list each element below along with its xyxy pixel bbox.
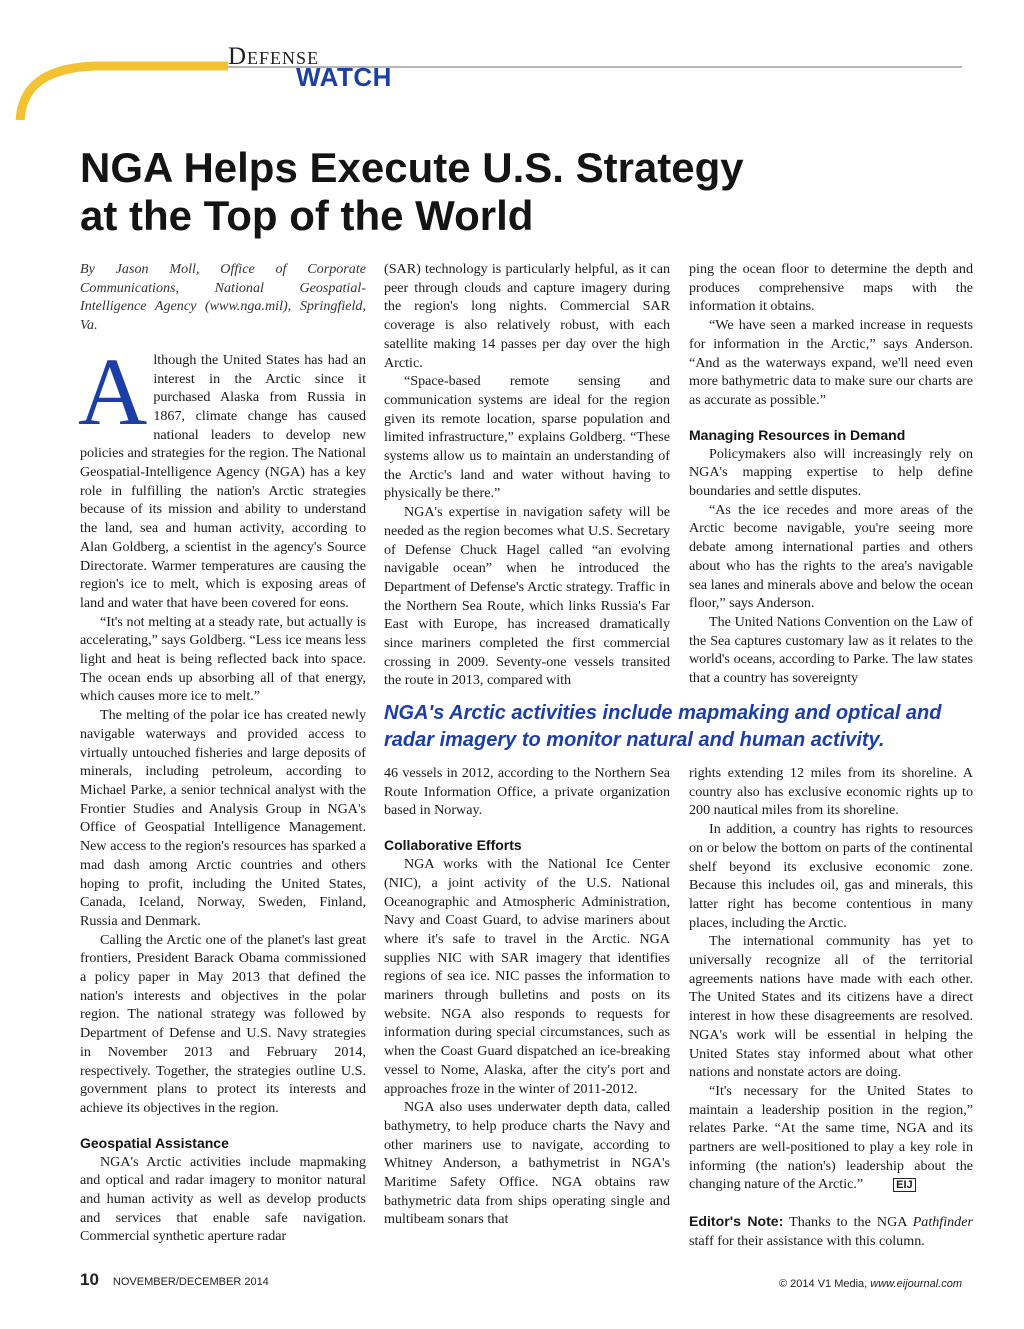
footer-right (779, 1278, 962, 1290)
issue-date: NOVEMBER/DECEMBER 2014 (112, 1276, 269, 1288)
footer-left (80, 1270, 269, 1290)
editors-note (689, 1212, 973, 1250)
paragraph: NGA's expertise in navigation safety will be needed as the region becomes what U.S. Secretary of Defense Chuck Hagel called “an evolving navigable ocean” when he introduced the Department of Defense's Arctic strategy. Traffic in the Northern Sea Route, which links Russia's Far East with Europe, has increased dramatically since mariners completed the first commercial crossing in 2009. Seventy-one vessels transited the route in 2013, compared with (384, 504, 670, 689)
paragraph: “Space-based remote sensing and communication systems are ideal for the region given its remote location, sparse population and limited infrastructure,” explains Goldberg. “These systems allow us to maintain an understanding of the Arctic's land and water without having to physically be there.” (384, 373, 670, 502)
column-3-top (689, 260, 973, 688)
paragraph: NGA also uses underwater depth data, called bathymetry, to help produce charts the Navy and other mariners use to navigate, according to Whitney Anderson, a bathymetrist in NGA's Maritime Safety Office. NGA obtains raw bathymetric data from ships operating single and multibeam sonars that (384, 1099, 670, 1228)
column-2-top (384, 260, 670, 690)
section-header (0, 0, 1024, 120)
editors-note-label: Editor's Note: (689, 1213, 784, 1230)
paragraph: “It's not melting at a steady rate, but actually is accelerating,” says Goldberg. “Less ice means less light and heat is being reflected back into space. The ocean ends up absorbing all of that energy, which causes more ice to melt.” (80, 613, 366, 705)
paragraph: In addition, a country has rights to resources on or below the bottom on parts of the continental shelf beyond its exclusive economic zone. Because this includes oil, gas and minerals, this latter right has become contentious in many places, including the Arctic. (689, 821, 973, 931)
paragraph (78, 337, 366, 613)
section-label-top: Defense (228, 43, 320, 70)
paragraph: The international community has yet to universally recognize all of the territorial agreements nations have made with each other. The United States and its citizens have a direct interest in how these disagreements are resolved. NGA's work will be essential in helping the United States stay informed about what other nations and nonstate actors are doing. (689, 933, 973, 1081)
paragraph: “As the ice recedes and more areas of the Arctic become navigable, you're seeing more debate among international parties and others about who has the rights to the area's navigable sea lanes and minerals above and below the ocean floor,” says Anderson. (689, 501, 973, 612)
pull-quote: NGA's Arctic activities include mapmaking and optical and radar imagery to monitor natural and human activity. (384, 702, 942, 751)
paragraph: (SAR) technology is particularly helpful, as it can peer through clouds and capture imagery during the region's long nights. Commercial SAR coverage is also relatively robust, with each satellite making 14 passes per day over the high Arctic. (384, 261, 670, 371)
paragraph: NGA's Arctic activities include mapmaking and optical and radar imagery to monitor natural and human activity as well as develop products and services that enable safe navigation. Commercial synthetic aperture radar (80, 1153, 366, 1245)
header-swoosh (0, 0, 1024, 120)
subheading: Geospatial Assistance (80, 1134, 229, 1151)
copyright: © 2014 V1 Media, (779, 1278, 871, 1290)
end-mark-icon: EIJ (893, 1178, 916, 1192)
paragraph-text: “It's necessary for the United States to maintain a leadership position in the region,” relates Parke. “At the same time, NGA and its partners are well-positioned to play a key role in informing (the nation's) leadership about the changing nature of the Arctic.” (689, 1082, 973, 1193)
paragraph: The melting of the polar ice has created newly navigable waterways and provided access to virtually untouched fisheries and large deposits of minerals, including petroleum, according to Michael Parke, a senior technical analyst with the Frontier Studies and Analysis Group in NGA's Office of Geospatial Intelligence Management. New access to the region's resources has sparked a mad dash among Arctic countries and others hoping to profit, including the United States, Canada, Iceland, Norway, Sweden, Finland, Russia and Denmark. (80, 707, 366, 929)
subheading: Collaborative Efforts (384, 837, 522, 854)
website-link[interactable]: www.eijournal.com (870, 1278, 962, 1290)
article-title: NGA Helps Execute U.S. Strategy at the Top of the World (80, 144, 744, 239)
paragraph: rights extending 12 miles from its shoreline. A country also has exclusive economic rights up to 200 nautical miles from its shoreline. (689, 765, 973, 819)
column-2-bottom (384, 764, 670, 1229)
column-3-bottom (689, 764, 973, 1251)
page-number: 10 (80, 1270, 99, 1289)
editors-note-publication: Pathfinder (912, 1214, 973, 1231)
paragraph-text: lthough the United States has had an interest in the Arctic since it purchased Alaska from Russia in 1867, climate change has caused national leaders to develop new policies and strategies for the region. The National Geospatial-Intelligence Agency (NGA) has a key role in fulfilling the nation's Arctic strategies because of its mission and ability to understand the land, sea and human activity, according to Alan Goldberg, a scientist in the agency's Source Directorate. Warmer temperatures are causing the region's ice to melt, which is exposing areas of land and water that have been covered for eons. (80, 351, 366, 611)
drop-cap: A (78, 337, 148, 445)
byline: By Jason Moll, Office of Corporate Communications, National Geospatial-Intelligence Agency (www.nga.mil), Springfield, Va. (80, 261, 366, 334)
paragraph: NGA works with the National Ice Center (NIC), a joint activity of the U.S. National Oceanographic and Atmospheric Administration, Navy and Coast Guard, to advise mariners about where it's safe to travel in the Arctic. NGA supplies NIC with SAR imagery that identifies regions of sea ice. NIC passes the information to mariners through bulletins and posts on its website. NGA also responds to requests for information during special circumstances, such as when the Coast Guard dispatched an ice-breaking vessel to Nome, Alaska, after the city's port and approaches froze in the winter of 2011-2012. (384, 856, 670, 1097)
column-1 (80, 260, 366, 1246)
section-label-bottom: WATCH (296, 62, 392, 92)
paragraph: ping the ocean floor to determine the depth and produces comprehensive maps with the information it obtains. (689, 261, 973, 315)
paragraph: The United Nations Convention on the Law of the Sea captures customary law as it relates to the world's oceans, according to Parke. The law states that a country has sovereignty (689, 613, 973, 687)
editors-note-tail: staff for their assistance with this column. (689, 1232, 925, 1249)
paragraph: “We have seen a marked increase in requests for information in the Arctic,” says Anderson. “And as the waterways expand, we'll need even more bathymetric data to make sure our charts are as accurate as possible.” (689, 317, 973, 408)
editors-note-text: Thanks to the NGA (783, 1214, 913, 1231)
paragraph: Policymakers also will increasingly rely on NGA's mapping expertise to help define boundaries and settle disputes. (689, 445, 973, 500)
subheading: Managing Resources in Demand (689, 426, 906, 443)
paragraph: 46 vessels in 2012, according to the Northern Sea Route Information Office, a private organization based in Norway. (384, 765, 670, 819)
paragraph (689, 1082, 973, 1194)
paragraph: Calling the Arctic one of the planet's last great frontiers, President Barack Obama commissioned a policy paper in May 2013 that defined the nation's interests and objectives in the polar region. The national strategy was followed by Department of Defense and U.S. Navy strategies in November 2013 and February 2014, respectively. Together, the strategies outline U.S. government plans to protect its interests and achieve its objectives in the region. (80, 931, 366, 1116)
